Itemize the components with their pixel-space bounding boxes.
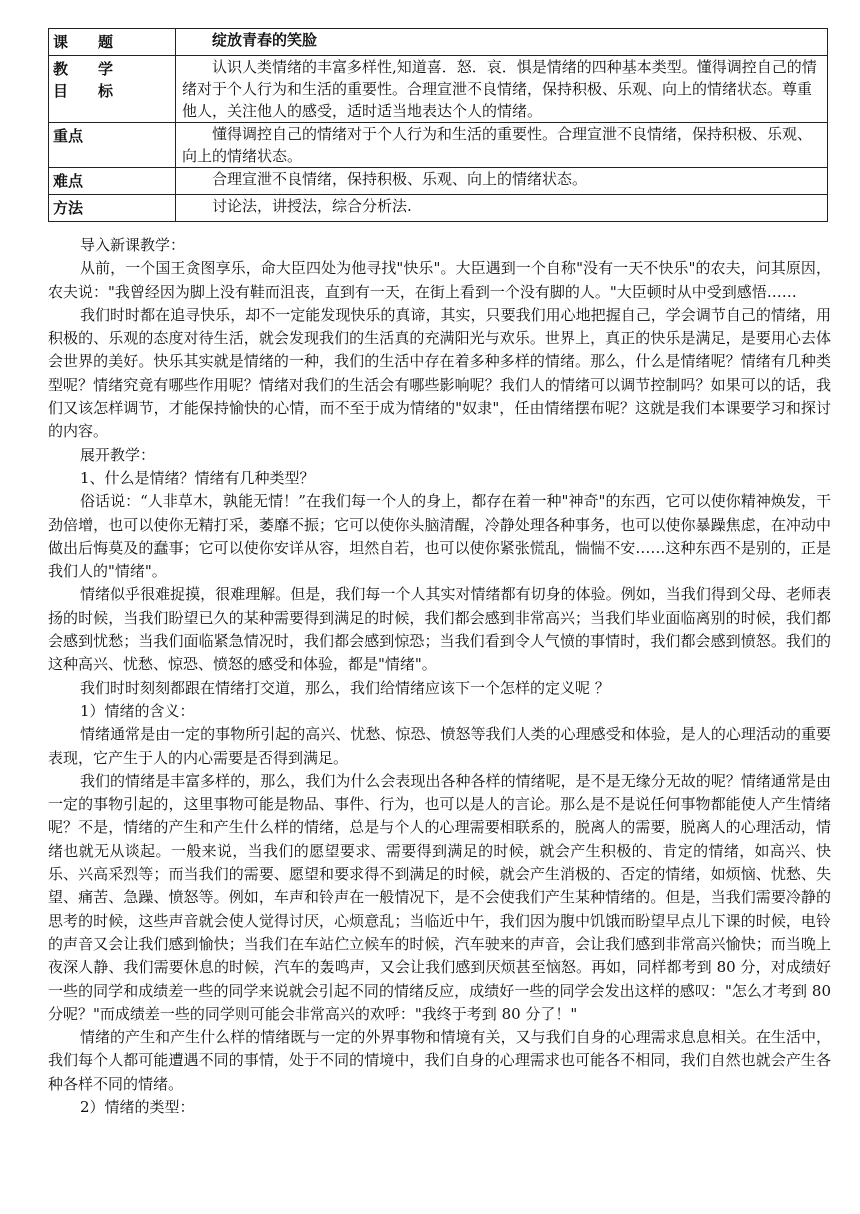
paragraph: 俗话说：“人非草木，孰能无情！”在我们每一个人的身上，都存在着一种"神奇"的东西，它可以使你精神焕发，干劲倍增，也可以使你无精打采，萎靡不振；它可以使你头脑清醒，冷静处理各种事务，也可以使你暴躁焦虑，在冲动中做出后悔莫及的蠢事；它可以使你安详从容，坦然自若，也可以使你紧张慌乱，惴惴不安……这种东西不是别的，正是我们人的"情绪"。 xyxy=(48,492,831,581)
paragraph: 情绪通常是由一定的事物所引起的高兴、忧愁、惊恐、愤怒等我们人类的心理感受和体验，是人的心理活动的重要表现，它产生于人的内心需要是否得到满足。 xyxy=(48,725,831,767)
key-point-text: 懂得调控自己的情绪对于个人行为和生活的重要性。合理宣泄不良情绪，保持积极、乐观、向上的情绪状态。 xyxy=(176,123,828,168)
document-body xyxy=(48,234,831,1119)
topic-value: 绽放青春的笑脸 xyxy=(176,29,828,56)
table-row xyxy=(49,29,828,56)
paragraph: 从前，一个国王贪图享乐，命大臣四处为他寻找"快乐"。大臣遇到一个自称"没有一天不快乐"的农夫，问其原因，农夫说："我曾经因为脚上没有鞋而沮丧，直到有一天，在街上看到一个没有脚的人。"大臣顿时从中受到感悟…… xyxy=(48,259,831,301)
section-heading: 展开教学： xyxy=(80,445,156,464)
difficulty-text: 合理宣泄不良情绪，保持积极、乐观、向上的情绪状态。 xyxy=(176,168,828,195)
objective-label-line-1: 教 学 xyxy=(53,60,114,78)
paragraph: 我们时时刻刻都跟在情绪打交道，那么，我们给情绪应该下一个怎样的定义呢 ？ xyxy=(80,678,610,697)
paragraph: 我们时时都在追寻快乐，却不一定能发现快乐的真谛，其实，只要我们用心地把握自己，学会调节自己的情绪，用积极的、乐观的态度对待生活，就会发现我们的生活真的充满阳光与欢乐。世界上，真正的快乐是满足，是要用心去体会世界的美好。快乐其实就是情绪的一种，我们的生活中存在着多种多样的情绪。那么，什么是情绪呢？情绪有几种类型呢？情绪究竟有哪些作用呢？情绪对我们的生活会有哪些影响呢？我们人的情绪可以调节控制吗？如果可以的话，我们又该怎样调节，才能保持愉快的心情，而不至于成为情绪的"奴隶"，任由情绪摆布呢？这就是我们本课要学习和探讨的内容。 xyxy=(48,305,831,441)
method-label: 方法 xyxy=(49,195,176,222)
document-page xyxy=(48,28,831,1119)
paragraph: 情绪似乎很难捉摸，很难理解。但是，我们每一个人其实对情绪都有切身的体验。例如，当我们得到父母、老师表扬的时候，当我们盼望已久的某种需要得到满足的时候，我们都会感到非常高兴；当我们毕业面临离别的时候，我们都会感到忧愁；当我们面临紧急情况时，我们都会感到惊恐；当我们看到令人气愤的事情时，我们都会感到愤怒。我们的这种高兴、忧愁、惊恐、愤怒的感受和体验，都是"情绪"。 xyxy=(48,585,831,674)
lesson-plan-table xyxy=(48,28,828,222)
subheading: 1）情绪的含义： xyxy=(80,701,195,720)
table-row xyxy=(49,168,828,195)
table-row xyxy=(49,195,828,222)
paragraph: 我们的情绪是丰富多样的，那么，我们为什么会表现出各种各样的情绪呢，是不是无缘分无故的呢？情绪通常是由一定的事物引起的，这里事物可能是物品、事件、行为，也可以是人的言论。那么是不是说任何事物都能使人产生情绪呢？不是，情绪的产生和产生什么样的情绪，总是与个人的心理需要相联系的，脱离人的需要，脱离人的心理活动，情绪也就无从谈起。一般来说，当我们的愿望要求、需要得到满足的时候，就会产生积极的、肯定的情绪，如高兴、快乐、兴高采烈等；而当我们的需要、愿望和要求得不到满足的时候，就会产生消极的、否定的情绪，如烦恼、忧愁、失望、痛苦、急躁、愤怒等。例如，车声和铃声在一般情况下，是不会使我们产生某种情绪的。但是，当我们需要冷静的思考的时候，这些声音就会使人觉得讨厌，心烦意乱；当临近中午，我们因为腹中饥饿而盼望早点儿下课的时候，电铃的声音又会让我们感到愉快；当我们在车站伫立候车的时候，汽车驶来的声音，会让我们感到非常高兴愉快；而当晚上夜深人静、我们需要休息的时候，汽车的轰鸣声，又会让我们感到厌烦甚至恼怒。再如，同样都考到 80 分，对成绩好一些的同学和成绩差一些的同学来说就会引起不同的情绪反应，成绩好一些的同学会发出这样的感叹："怎么才考到 80 分呢？"而成绩差一些的同学则可能会非常高兴的欢呼："我终于考到 80 分了！" xyxy=(48,771,831,1023)
paragraph: 情绪的产生和产生什么样的情绪既与一定的外界事物和情境有关，又与我们自身的心理需求息息相关。在生活中，我们每个人都可能遭遇不同的事情，处于不同的情境中，我们自身的心理需求也可能各不相同，我们自然也就会产生各种各样不同的情绪。 xyxy=(48,1028,831,1093)
method-text: 讨论法，讲授法，综合分析法. xyxy=(176,195,828,222)
difficulty-label: 难点 xyxy=(49,168,176,195)
table-row xyxy=(49,123,828,168)
table-row xyxy=(49,56,828,123)
subheading: 2）情绪的类型： xyxy=(80,1097,195,1116)
key-point-label: 重点 xyxy=(49,123,176,168)
section-heading: 导入新课教学： xyxy=(80,236,186,254)
topic-label: 课 题 xyxy=(49,29,176,56)
objective-label xyxy=(49,56,176,123)
objective-text: 认识人类情绪的丰富多样性,知道喜．怒．哀．惧是情绪的四种基本类型。懂得调控自己的情绪对于个人行为和生活的重要性。合理宣泄不良情绪，保持积极、乐观、向上的情绪状态。尊重他人，关注他人的感受，适时适当地表达个人的情绪。 xyxy=(176,56,828,123)
subheading: 1、什么是情绪？情绪有几种类型？ xyxy=(80,468,315,487)
objective-label-line-2: 目 标 xyxy=(53,82,114,100)
